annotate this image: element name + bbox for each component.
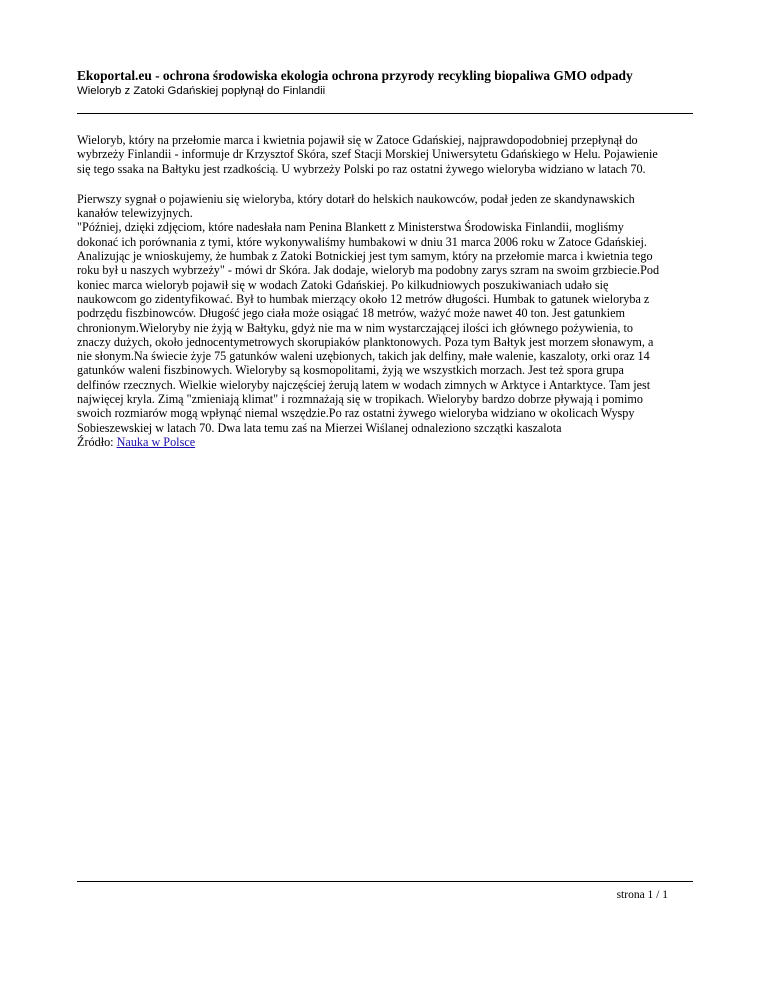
body-line: najwięcej kryla. Zimą "zmieniają klimat" i rozmnażają się w tropikach. Wieloryby bardzo dobrze pływają i pomimo xyxy=(77,392,643,407)
body-line: nie słonym.Na świecie żyje 75 gatunków waleni uzębionych, takich jak delfiny, małe walenie, kaszaloty, orki oraz 14 xyxy=(77,349,650,364)
body-line: Analizując je wnioskujemy, że humbak z Zatoki Botnickiej jest tym samym, który na przełomie marca i kwietnia tego xyxy=(77,249,653,264)
lead-line: się tego ssaka na Bałtyku jest rzadkością. U wybrzeży Polski po raz ostatni żywego wieloryba widziano w latach 70. xyxy=(77,161,646,176)
body-line: podrzędu fiszbinowców. Długość jego ciała może osiągać 18 metrów, ważyć może nawet 40 ton. Jest gatunkiem xyxy=(77,306,626,321)
source-label: Źródło: xyxy=(77,434,117,449)
footer-divider xyxy=(77,881,693,882)
source-link[interactable]: Nauka w Polsce xyxy=(116,434,196,449)
body-line: naukowcom go zidentyfikować. Był to humbak mierzący około 12 metrów długości. Humbak to gatunek wieloryba z xyxy=(77,291,650,306)
body-line: Sobieszewskiej w latach 70. Dwa lata temu zaś na Mierzei Wiślanej odnaleziono szczątki kaszalota xyxy=(77,420,562,435)
body-line: delfinów rzecznych. Wielkie wieloryby najczęściej żerują latem w wodach zimnych w Arktyce i Antarktyce. Tam jest xyxy=(77,377,651,392)
document-header xyxy=(77,68,693,99)
body-line: roku był u naszych wybrzeży" - mówi dr Skóra. Jak dodaje, wieloryb ma podobny zarys szram na swoim grzbiecie.Pod xyxy=(77,263,660,278)
lead-line: Wieloryb, który na przełomie marca i kwietnia pojawił się w Zatoce Gdańskiej, najprawdopodobniej przepłynął do xyxy=(77,133,638,147)
site-title: Ekoportal.eu - ochrona środowiska ekologia ochrona przyrody recykling biopaliwa GMO odpady xyxy=(77,68,633,83)
body-line: Pierwszy sygnał o pojawieniu się wieloryba, który dotarł do helskich naukowców, podał jeden ze skandynawskich xyxy=(77,191,635,206)
body-line: chronionym.Wieloryby nie żyją w Bałtyku, gdyż nie ma w nim wystarczającej ilości ich głównego pożywienia, to xyxy=(77,320,633,335)
body-line: koniec marca wieloryb pojawił się w wodach Zatoki Gdańskiej. Po kilkudniowych poszukiwaniach udało się xyxy=(77,277,609,292)
body-line: kanałów telewizyjnych. xyxy=(77,206,193,221)
body-line: "Później, dzięki zdjęciom, które nadesłała nam Penina Blankett z Ministerstwa Środowiska Finlandii, mogliśmy xyxy=(77,220,624,235)
article-subtitle: Wieloryb z Zatoki Gdańskiej popłynął do Finlandii xyxy=(77,85,326,97)
body-line: dokonać ich porównania z tymi, które wykonywaliśmy humbakowi w dniu 31 marca 2006 roku w Zatoce Gdańskiej. xyxy=(77,234,647,249)
article-body xyxy=(77,133,703,449)
header-divider xyxy=(77,113,693,114)
lead-line: wybrzeży Finlandii - informuje dr Krzysztof Skóra, szef Stacji Morskiej Uniwersytetu Gdańskiego w Helu. Pojawienie xyxy=(77,147,658,162)
page-number: strona 1 / 1 xyxy=(616,889,668,901)
lead-paragraph xyxy=(77,133,703,176)
body-line: znaczy dużych, około jednocentymetrowych skorupiaków planktonowych. Poza tym Bałtyk jest morzem słonawym, a xyxy=(77,334,654,349)
body-paragraph xyxy=(77,192,703,449)
source-line xyxy=(77,435,195,449)
body-line: swoich rozmiarów mogą wpłynąć niemal wszędzie.Po raz ostatni żywego wieloryba widziano w okolicach Wyspy xyxy=(77,406,635,421)
body-line: gatunków waleni fiszbinowych. Wieloryby są kosmopolitami, żyją we wszystkich morzach. Jest też spora grupa xyxy=(77,363,624,378)
